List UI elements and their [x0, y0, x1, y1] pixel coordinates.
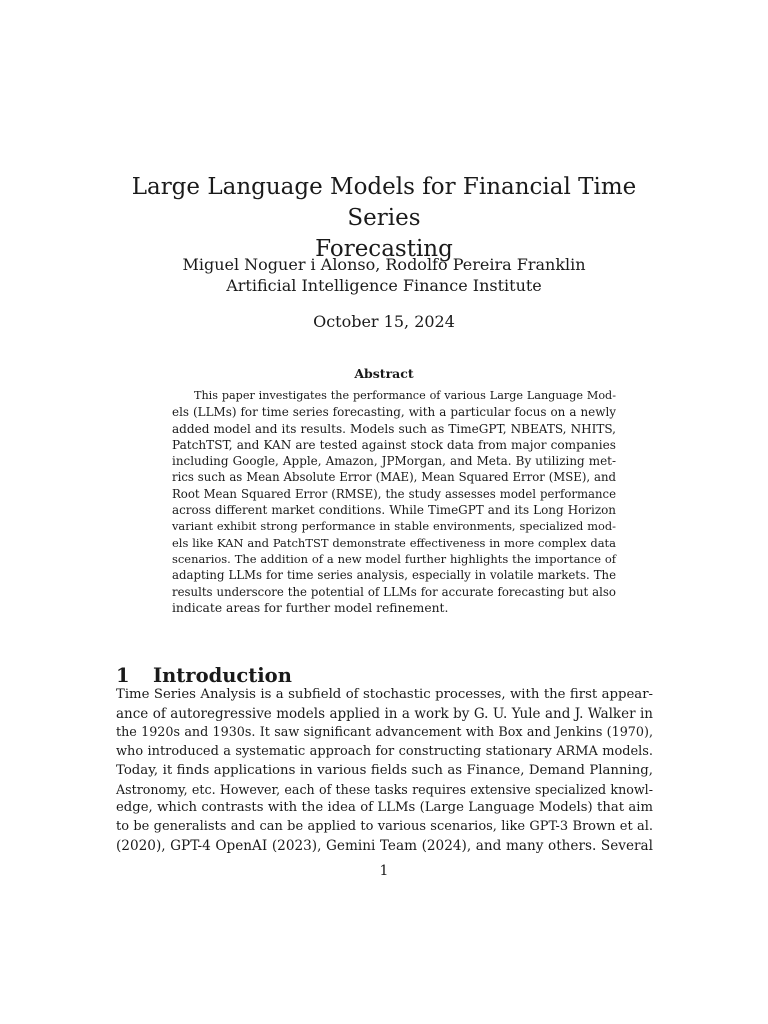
introduction-line: Astronomy, etc. However, each of these tasks requires extensive specialized knowl-	[116, 781, 653, 797]
section-number: 1	[116, 664, 130, 688]
paper-title	[100, 172, 668, 265]
abstract-line: including Google, Apple, Amazon, JPMorgan, and Meta. By utilizing met-	[172, 454, 616, 469]
page-number: 1	[379, 863, 389, 879]
abstract-heading: Abstract	[354, 366, 414, 381]
introduction-line: to be generalists and can be applied to various scenarios, like GPT-3 Brown et al.	[116, 819, 653, 835]
publication-date: October 15, 2024	[313, 312, 455, 331]
abstract-line: variant exhibit strong performance in stable environments, specialized mod-	[172, 519, 616, 534]
author-block	[100, 254, 668, 296]
paper-title-line-2: Forecasting	[315, 236, 453, 262]
paper-title-line-1: Large Language Models for Financial Time Series	[131, 174, 637, 231]
abstract-line: Root Mean Squared Error (RMSE), the study assesses model performance	[172, 486, 616, 501]
abstract-line: results underscore the potential of LLMs for accurate forecasting but also	[172, 584, 616, 599]
abstract-line: indicate areas for further model refinement.	[172, 600, 449, 615]
introduction-line: ance of autoregressive models applied in a work by G. U. Yule and J. Walker in	[116, 705, 653, 722]
introduction-line: Time Series Analysis is a subfield of stochastic processes, with the first appear-	[116, 687, 653, 702]
introduction-line: Today, it finds applications in various fields such as Finance, Demand Planning,	[116, 762, 653, 778]
affiliation: Artificial Intelligence Finance Institute	[226, 276, 542, 295]
abstract-line: This paper investigates the performance of various Large Language Mod-	[194, 389, 616, 402]
abstract-body	[172, 388, 616, 616]
section-title: Introduction	[153, 664, 292, 688]
introduction-line: who introduced a systematic approach for constructing stationary ARMA models.	[116, 743, 653, 759]
abstract-line: els (LLMs) for time series forecasting, with a particular focus on a newly	[172, 405, 616, 420]
introduction-body	[116, 686, 653, 856]
abstract-line: rics such as Mean Absolute Error (MAE), Mean Squared Error (MSE), and	[172, 470, 616, 485]
abstract-line: adapting LLMs for time series analysis, especially in volatile markets. The	[172, 568, 616, 583]
abstract-line: scenarios. The addition of a new model further highlights the importance of	[172, 551, 616, 566]
abstract-line: PatchTST, and KAN are tested against stock data from major companies	[172, 437, 616, 452]
authors: Miguel Noguer i Alonso, Rodolfo Pereira Franklin	[182, 255, 586, 274]
introduction-line: the 1920s and 1930s. It saw significant advancement with Box and Jenkins (1970),	[116, 724, 653, 740]
abstract-line: added model and its results. Models such as TimeGPT, NBEATS, NHITS,	[172, 421, 616, 436]
abstract-line: across different market conditions. While TimeGPT and its Long Horizon	[172, 503, 616, 518]
introduction-line: (2020), GPT-4 OpenAI (2023), Gemini Team (2024), and many others. Several	[116, 838, 653, 855]
introduction-line: edge, which contrasts with the idea of LLMs (Large Language Models) that aim	[116, 800, 653, 816]
abstract-line: els like KAN and PatchTST demonstrate effectiveness in more complex data	[172, 535, 616, 550]
